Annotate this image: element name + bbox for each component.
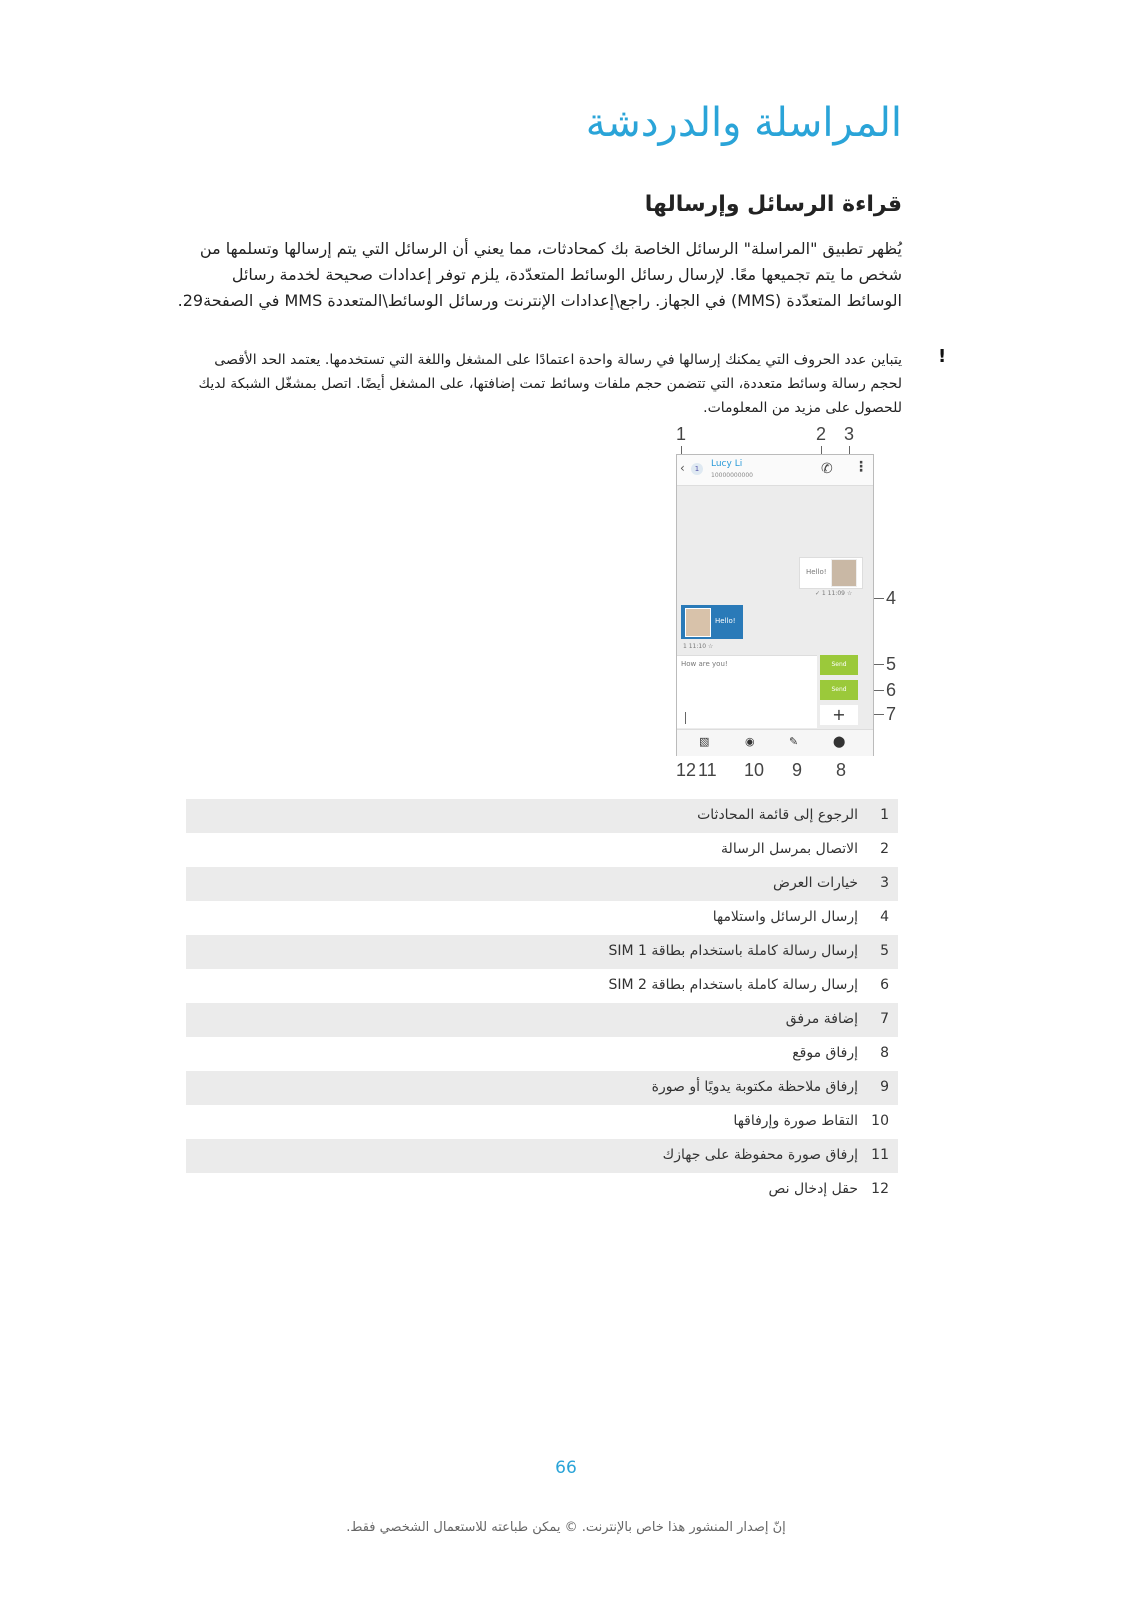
legend-number: 5 xyxy=(880,943,889,959)
legend-text: إرفاق موقع xyxy=(792,1045,858,1061)
phone-screen xyxy=(676,454,874,756)
message-input-field[interactable] xyxy=(677,655,817,728)
legend-text: إرسال الرسائل واستلامها xyxy=(712,909,858,925)
image-icon[interactable]: ▧ xyxy=(699,735,710,748)
legend-number: 11 xyxy=(871,1147,889,1163)
legend-text: إرفاق ملاحظة مكتوبة يدويًا أو صورة xyxy=(651,1079,858,1095)
legend-table xyxy=(186,799,898,1207)
legend-row xyxy=(186,1139,898,1173)
legend-row xyxy=(186,1037,898,1071)
message-text: Hello! xyxy=(806,568,827,576)
callout-9: 9 xyxy=(792,760,803,780)
legend-text: إرسال رسالة كاملة باستخدام بطاقة SIM 2 xyxy=(608,977,858,993)
legend-number: 4 xyxy=(880,909,889,925)
text-cursor xyxy=(685,712,686,724)
contact-number: 10000000000 xyxy=(711,472,753,479)
legend-text: الرجوع إلى قائمة المحادثات xyxy=(697,807,858,823)
legend-number: 6 xyxy=(880,977,889,993)
page-title: المراسلة والدردشة xyxy=(585,100,902,146)
legend-number: 7 xyxy=(880,1011,889,1027)
callout-3: 3 xyxy=(844,424,855,444)
doodle-icon[interactable]: ✎ xyxy=(789,735,799,748)
callout-12: 12 xyxy=(676,760,697,780)
legend-number: 10 xyxy=(871,1113,889,1129)
callout-8: 8 xyxy=(836,760,847,780)
section-heading: قراءة الرسائل وإرسالها xyxy=(644,192,902,217)
legend-text: التقاط صورة وإرفاقها xyxy=(733,1113,858,1129)
attachment-toolbar xyxy=(677,729,873,756)
legend-row xyxy=(186,1003,898,1037)
legend-number: 9 xyxy=(880,1079,889,1095)
message-meta: 1 11:10 ☆ xyxy=(683,643,714,650)
avatar xyxy=(685,608,711,637)
intro-paragraph: يُظهر تطبيق "المراسلة" الرسائل الخاصة بك كمحادثات، مما يعني أن الرسائل التي يتم إرسالها وتسلمها من شخص ما يتم تجميعها معًا. لإرسال رسائل الوسائط المتعدّدة، يلزم توفر إعدادات صحيحة لخدمة رسائل الوسائط المتعدّدة (MMS) في الجهاز. راجع\إعدادات الإنترنت ورسائل الوسائط\المتعددة MMS في الصفحة29. xyxy=(177,239,902,310)
legend-row xyxy=(186,901,898,935)
warning-icon: ! xyxy=(938,346,947,367)
phone-icon[interactable]: ✆ xyxy=(821,461,833,477)
legend-text: خيارات العرض xyxy=(773,875,858,891)
callout-1: 1 xyxy=(676,424,687,444)
callout-11: 11 xyxy=(698,760,717,780)
callout-4: 4 xyxy=(886,588,897,608)
back-arrow-icon[interactable]: ‹ xyxy=(680,461,685,475)
callout-2: 2 xyxy=(816,424,827,444)
legend-text: الاتصال بمرسل الرسالة xyxy=(721,841,858,857)
add-attachment-button[interactable]: + xyxy=(820,705,858,725)
send-sim1-button[interactable]: Send xyxy=(820,655,858,675)
note-paragraph: يتباين عدد الحروف التي يمكنك إرسالها في رسالة واحدة اعتمادًا على المشغل واللغة التي تستخدمها. يعتمد الحد الأقصى لحجم رسالة وسائط متعددة، التي تتضمن حجم ملفات وسائط تمت إضافتها، على المشغل أيضًا. اتصل بمشغّل الشبكة لديك للحصول على مزيد من المعلومات. xyxy=(198,352,902,416)
legend-row xyxy=(186,833,898,867)
legend-number: 1 xyxy=(880,807,889,823)
callout-10: 10 xyxy=(744,760,765,780)
legend-row xyxy=(186,799,898,833)
page-number: 66 xyxy=(555,1458,577,1478)
legend-text: إضافة مرفق xyxy=(785,1011,858,1027)
legend-number: 3 xyxy=(880,875,889,891)
legend-number: 8 xyxy=(880,1045,889,1061)
legend-row xyxy=(186,935,898,969)
legend-text: إرفاق صورة محفوظة على جهازك xyxy=(662,1147,858,1163)
location-pin-icon[interactable]: ⬤ xyxy=(833,735,846,748)
messaging-screen-diagram xyxy=(660,424,920,802)
callout-5: 5 xyxy=(886,654,897,674)
more-vertical-icon[interactable]: ⋮ xyxy=(854,459,868,475)
camera-icon[interactable]: ◉ xyxy=(745,735,755,748)
message-meta: ✓ 1 11:09 ☆ xyxy=(815,590,853,597)
send-sim2-button[interactable]: Send xyxy=(820,680,858,700)
legend-number: 12 xyxy=(871,1181,889,1197)
legend-row xyxy=(186,867,898,901)
contact-badge: 1 xyxy=(691,463,703,475)
legend-row xyxy=(186,1105,898,1139)
legend-row xyxy=(186,969,898,1003)
avatar xyxy=(831,559,857,587)
message-text: Hello! xyxy=(715,617,736,625)
legend-row xyxy=(186,1173,898,1207)
legend-row xyxy=(186,1071,898,1105)
legend-number: 2 xyxy=(880,841,889,857)
callout-6: 6 xyxy=(886,680,897,700)
message-input-text: How are you! xyxy=(681,660,728,668)
legend-text: إرسال رسالة كاملة باستخدام بطاقة SIM 1 xyxy=(608,943,858,959)
conversation-header xyxy=(677,455,873,486)
contact-name: Lucy Li xyxy=(711,459,743,469)
legend-text: حقل إدخال نص xyxy=(768,1181,858,1197)
callout-7: 7 xyxy=(886,704,897,724)
footer-note: إنّ إصدار المنشور هذا خاص بالإنترنت. © يمكن طباعته للاستعمال الشخصي فقط. xyxy=(346,1520,786,1535)
